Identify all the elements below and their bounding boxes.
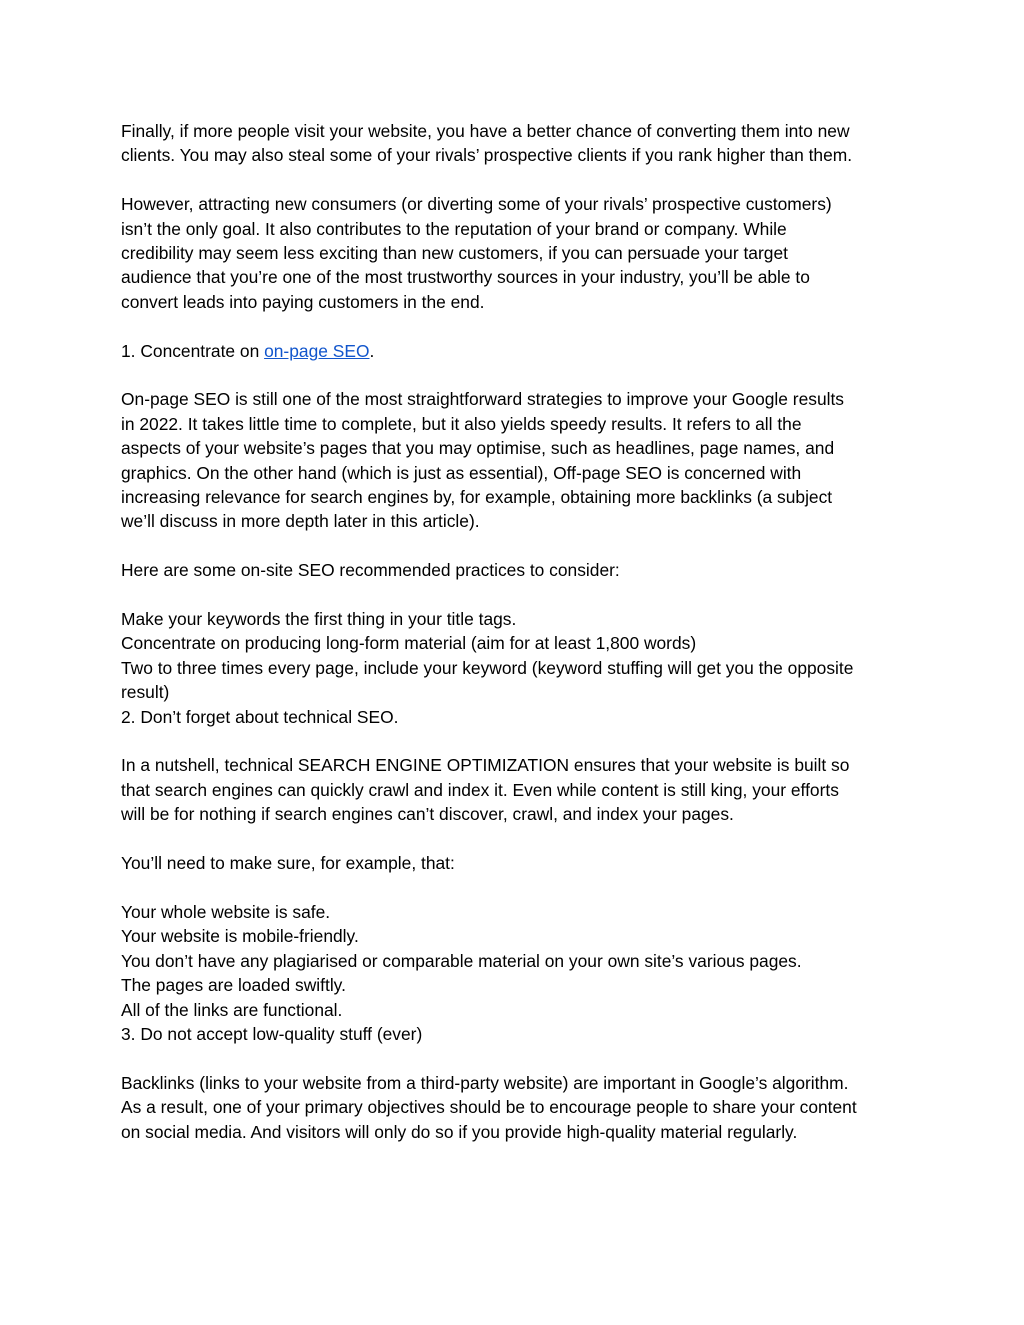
list-item: All of the links are functional. [121,999,343,1020]
heading-on-page-seo [121,339,911,363]
list-item: Two to three times every page, include your keyword (keyword stuffing will get you the opposite [121,657,854,678]
text-line: isn’t the only goal. It also contributes to the reputation of your brand or company. While [121,218,787,239]
text-line: You’ll need to make sure, for example, that: [121,853,455,874]
list-item: The pages are loaded swiftly. [121,975,346,996]
text-line: increasing relevance for search engines by, for example, obtaining more backlinks (a subject [121,487,833,508]
paragraph-conversion [121,119,911,168]
text-line: Here are some on-site SEO recommended practices to consider: [121,560,620,581]
text-line: clients. You may also steal some of your rivals’ prospective clients if you rank higher than them. [121,145,853,166]
heading-prefix: 1. Concentrate on [121,340,265,361]
text-line: in 2022. It takes little time to complete, but it also yields speedy results. It refers to all the [121,413,802,434]
text-line: graphics. On the other hand (which is just as essential), Off-page SEO is concerned with [121,462,802,483]
text-line: However, attracting new consumers (or diverting some of your rivals’ prospective customers) [121,194,832,215]
heading-line [121,339,911,363]
list-technical-checklist [121,900,911,1046]
heading-suffix: . [369,340,375,361]
list-item: Concentrate on producing long-form material (aim for at least 1,800 words) [121,633,697,654]
paragraph-on-page-seo [121,387,911,533]
on-page-seo-link[interactable]: on-page SEO [264,340,370,361]
list-item: Your whole website is safe. [121,901,331,922]
text-line: audience that you’re one of the most trustworthy sources in your industry, you’ll be able to [121,267,810,288]
text-line: Finally, if more people visit your website, you have a better chance of converting them into new [121,121,850,141]
paragraph-checklist-intro [121,851,911,875]
text-line: In a nutshell, technical SEARCH ENGINE OPTIMIZATION ensures that your website is built so [121,755,850,776]
paragraph-backlinks [121,1071,911,1144]
list-item: You don’t have any plagiarised or comparable material on your own site’s various pages. [121,950,802,971]
text-line: on social media. And visitors will only do so if you provide high-quality material regularly. [121,1121,798,1142]
paragraph-practices-intro [121,558,911,582]
text-line: will be for nothing if search engines can’t discover, crawl, and index your pages. [121,804,734,825]
text-line: we’ll discuss in more depth later in this article). [121,511,480,532]
document-page [121,119,911,1168]
text-line: credibility may seem less exciting than new customers, if you can persuade your target [121,243,788,264]
text-line: that search engines can quickly crawl and index it. Even while content is still king, your efforts [121,779,839,800]
paragraph-reputation [121,192,911,314]
text-line: On-page SEO is still one of the most straightforward strategies to improve your Google results [121,389,845,410]
text-line: aspects of your website’s pages that you may optimise, such as headlines, page names, and [121,438,835,459]
heading-low-quality: 3. Do not accept low-quality stuff (ever) [121,1023,423,1044]
list-item: Make your keywords the first thing in your title tags. [121,609,517,630]
text-line: Backlinks (links to your website from a third-party website) are important in Google’s algorithm. [121,1072,849,1093]
text-line: convert leads into paying customers in the end. [121,291,485,312]
list-on-site-practices [121,607,911,729]
text-line: As a result, one of your primary objectives should be to encourage people to share your content [121,1097,857,1118]
list-item: Your website is mobile-friendly. [121,926,359,947]
paragraph-technical-seo [121,753,911,826]
list-item: result) [121,682,170,703]
heading-technical-seo: 2. Don’t forget about technical SEO. [121,706,399,727]
